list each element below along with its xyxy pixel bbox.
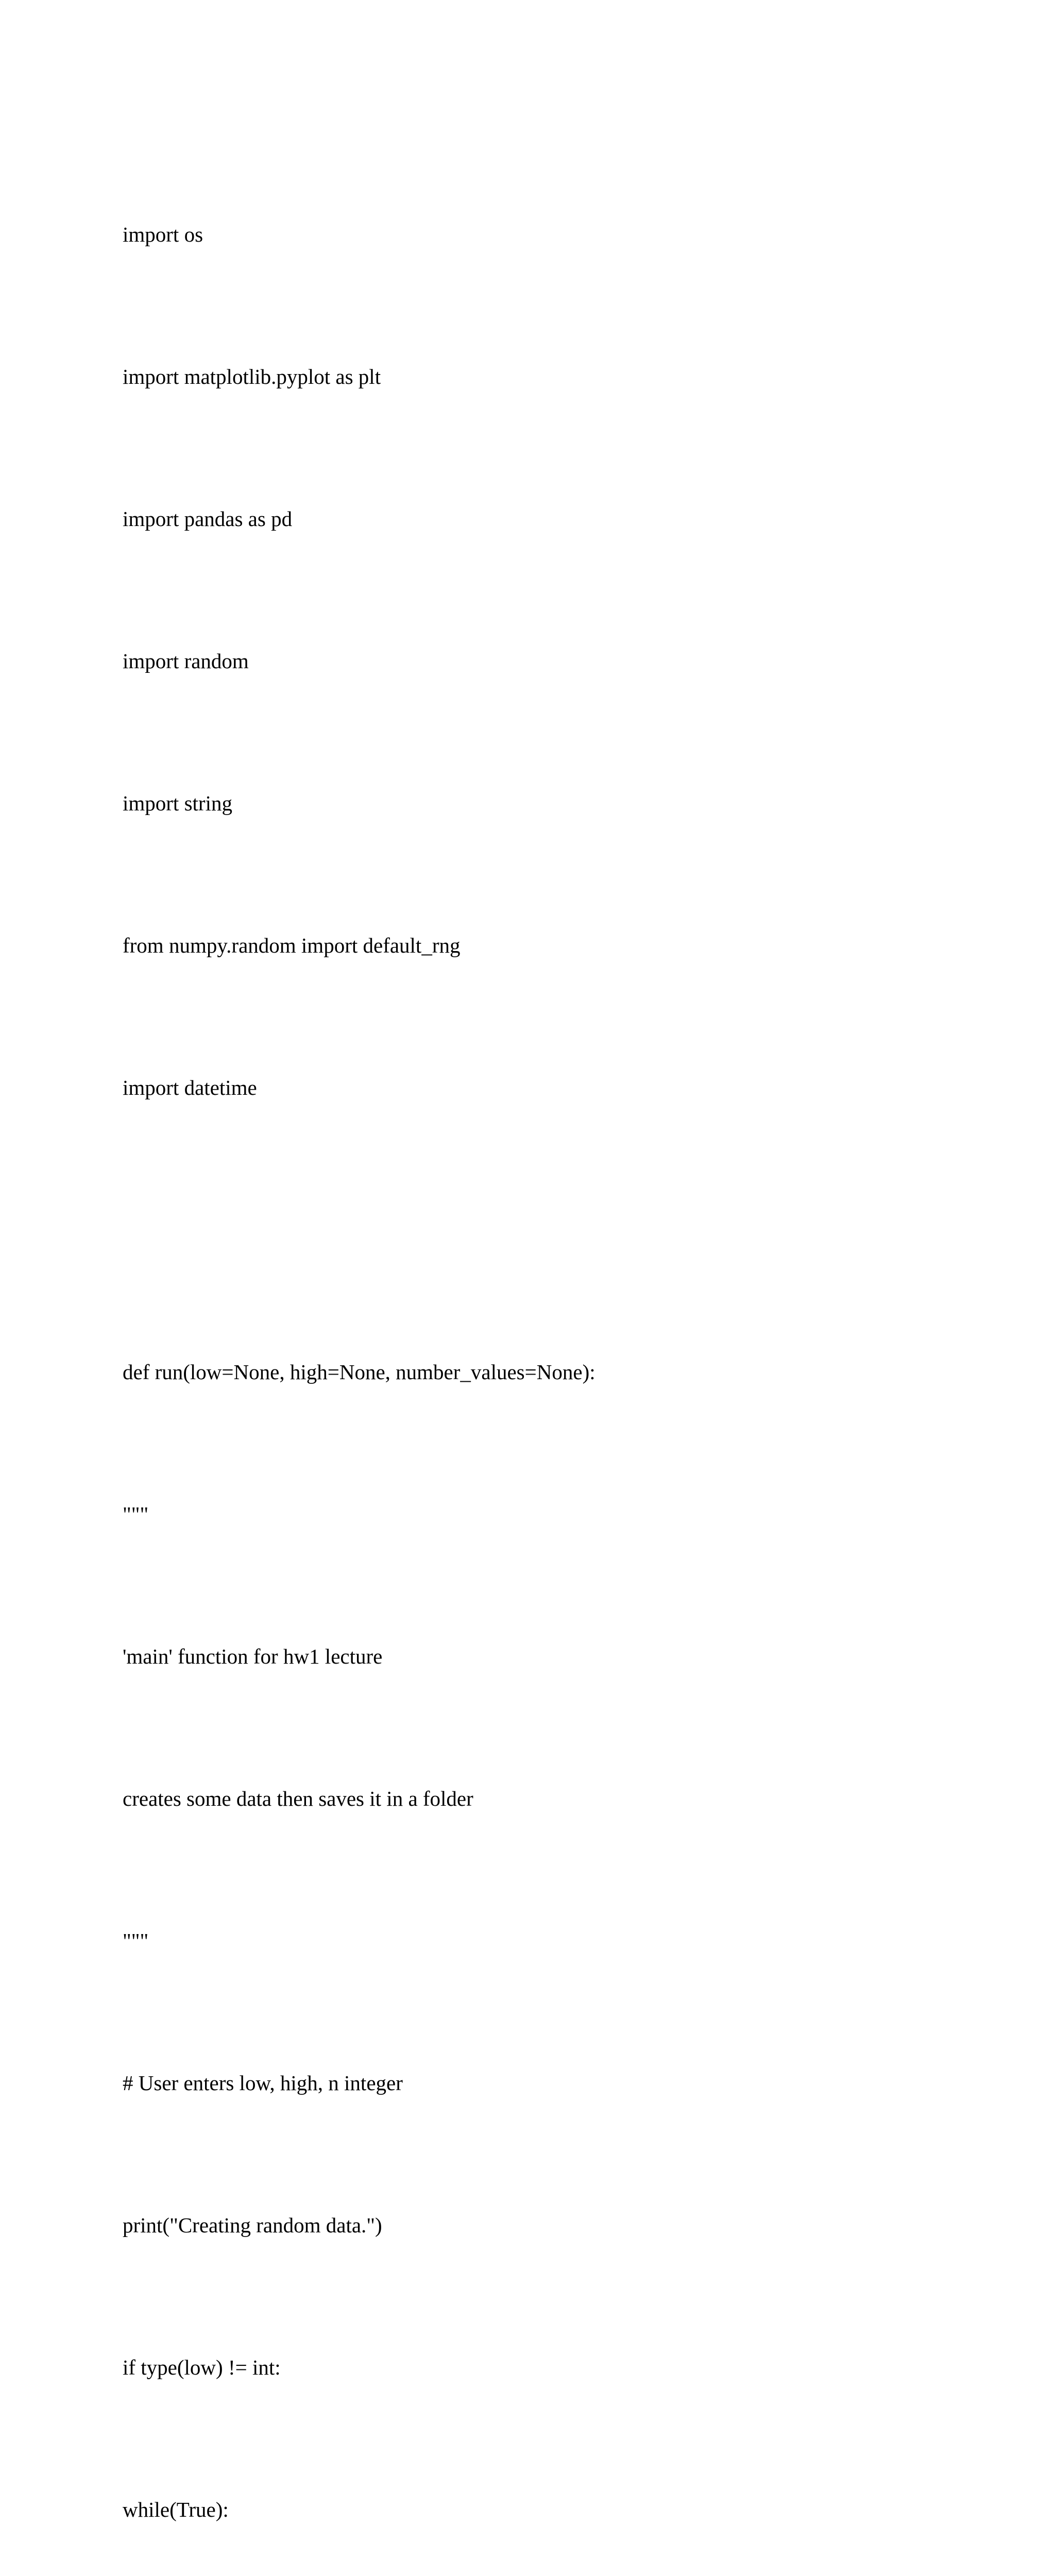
code-line: """ bbox=[123, 1502, 149, 1526]
code-line: while(True): bbox=[123, 2498, 229, 2521]
code-line: print("Creating random data.") bbox=[123, 2213, 382, 2237]
code-line: 'main' function for hw1 lecture bbox=[123, 1645, 383, 1668]
code-line: import random bbox=[123, 649, 249, 673]
code-line: """ bbox=[123, 1929, 149, 1953]
code-line: import pandas as pd bbox=[123, 507, 293, 531]
blank-line bbox=[123, 1206, 648, 1253]
code-line: import string bbox=[123, 791, 232, 815]
code-line: if type(low) != int: bbox=[123, 2355, 281, 2379]
code-line: def run(low=None, high=None, number_values=None): bbox=[123, 1360, 595, 1384]
code-line: creates some data then saves it in a folder bbox=[123, 1787, 473, 1810]
code-line: import os bbox=[123, 223, 203, 246]
code-line: from numpy.random import default_rng bbox=[123, 934, 461, 957]
code-line: import datetime bbox=[123, 1076, 257, 1099]
code-text-block bbox=[123, 116, 648, 2576]
code-line: # User enters low, high, n integer bbox=[123, 2071, 403, 2095]
code-line: import matplotlib.pyplot as plt bbox=[123, 365, 381, 388]
